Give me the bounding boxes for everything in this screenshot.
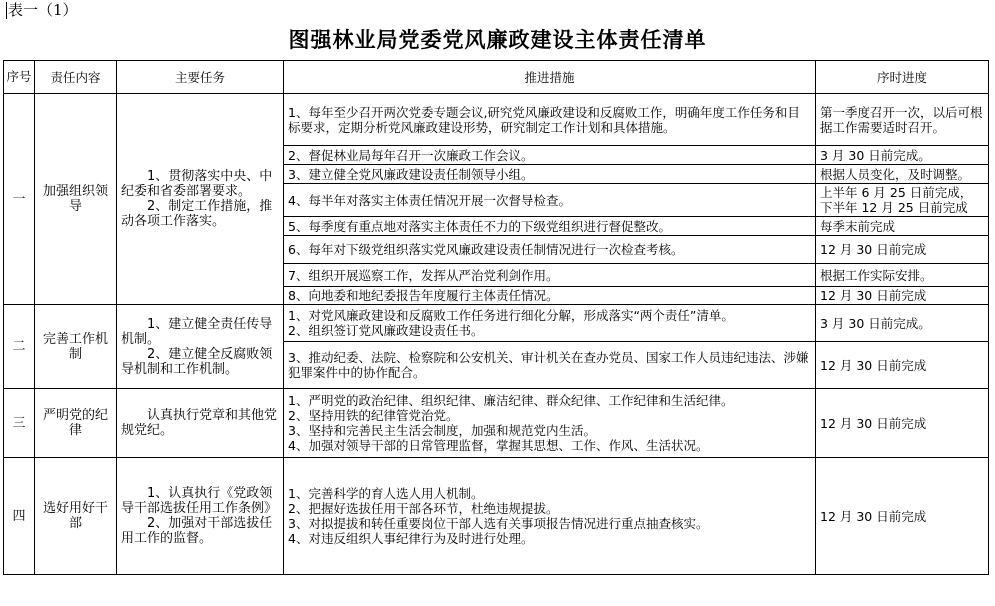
schedule-cell (816, 458, 989, 575)
measure-cell (284, 94, 816, 146)
task-item: 2、制定工作措施，推动各项工作落实。 (121, 199, 273, 229)
measure-item: 6、每年对下级党组织落实党风廉政建设责任制情况进行一次检查考核。 (288, 242, 684, 257)
responsibility-content: 严明党的纪律 (35, 389, 117, 458)
section-number: 二 (4, 305, 35, 389)
schedule-cell (816, 236, 989, 264)
schedule-cell (816, 165, 989, 184)
measure-cell (284, 305, 816, 342)
header-measures: 推进措施 (284, 61, 816, 94)
measure-item: 4、每半年对落实主体责任情况开展一次督导检查。 (288, 192, 571, 208)
schedule-item: 根据人员变化，及时调整。 (820, 166, 971, 182)
task-item: 认真执行党章和其他党规党纪。 (121, 408, 278, 438)
section-number: 四 (4, 458, 35, 575)
schedule-item: 第一季度召开一次，以后可根据工作需要适时召开。 (820, 104, 983, 135)
responsibility-table (3, 60, 989, 575)
measure-cell (284, 389, 816, 458)
schedule-cell (816, 287, 989, 305)
responsibility-content: 加强组织领导 (35, 94, 117, 305)
table-row (4, 389, 989, 458)
header-tasks: 主要任务 (117, 61, 284, 94)
header-seq: 序号 (4, 61, 35, 94)
schedule-cell (816, 342, 989, 389)
measure-item: 1、对党风廉政建设和反腐败工作任务进行细化分解，形成落实“两个责任”清单。 (288, 308, 734, 323)
schedule-item: 每季末前完成 (820, 218, 896, 234)
task-item: 2、加强对干部选拔任用工作的监督。 (121, 516, 273, 546)
measure-item: 5、每季度有重点地对落实主体责任不力的下级党组织进行督促整改。 (288, 218, 671, 234)
header-schedule: 序时进度 (816, 61, 989, 94)
measure-item: 2、组织签订党风廉政建设责任书。 (288, 323, 484, 338)
task-item: 1、贯彻落实中央、中纪委和省委部署要求。 (121, 169, 273, 199)
schedule-item: 下半年 12 月 25 日前完成 (820, 200, 968, 215)
schedule-item: 上半年 6 月 25 日前完成， (820, 185, 973, 200)
measure-cell (284, 287, 816, 305)
measure-item: 3、建立健全党风廉政建设责任制领导小组。 (288, 166, 534, 182)
task-item: 2、建立健全反腐败领导机制和工作机制。 (121, 346, 273, 377)
schedule-cell (816, 94, 989, 146)
main-tasks (117, 305, 284, 389)
schedule-item: 12 月 30 日前完成 (820, 508, 927, 524)
schedule-cell (816, 146, 989, 165)
measure-item: 2、坚持用铁的纪律管党治党。 (288, 408, 459, 423)
measure-item: 3、推动纪委、法院、检察院和公安机关、审计机关在查办党员、国家工作人员违纪违法、涉嫌犯罪案件中的协作配合。 (288, 350, 809, 380)
schedule-cell (816, 217, 989, 236)
measure-cell (284, 146, 816, 165)
page-title: 图强林业局党委党风廉政建设主体责任清单 (288, 27, 707, 52)
header-content: 责任内容 (35, 61, 117, 94)
schedule-item: 12 月 30 日前完成 (820, 415, 927, 431)
header-row (4, 61, 989, 94)
measure-cell (284, 236, 816, 264)
section-number: 一 (4, 94, 35, 305)
schedule-item: 12 月 30 日前完成 (820, 242, 927, 257)
text-cursor (6, 2, 7, 19)
measure-item: 3、对拟提拔和转任重要岗位干部人选有关事项报告情况进行重点抽查核实。 (288, 516, 709, 531)
measure-item: 1、完善科学的育人选人用人机制。 (288, 486, 484, 501)
main-tasks (117, 94, 284, 305)
schedule-item: 12 月 30 日前完成 (820, 357, 927, 373)
measure-item: 1、每年至少召开两次党委专题会议,研究党风廉政建设和反腐败工作，明确年度工作任务和目标要求，定期分析党风廉政建设形势，研究制定工作计划和具体措施。 (288, 104, 800, 135)
table-row (4, 305, 989, 342)
measure-item: 4、加强对领导干部的日常管理监督，掌握其思想、工作、作风、生活状况。 (288, 438, 709, 453)
section-number: 三 (4, 389, 35, 458)
task-item: 1、认真执行《党政领导干部选拔任用工作条例》 (121, 486, 278, 516)
table-label: 表一（1） (8, 1, 78, 19)
schedule-item: 3 月 30 日前完成。 (820, 147, 931, 163)
responsibility-content: 完善工作机制 (35, 305, 117, 389)
schedule-cell (816, 305, 989, 342)
measure-cell (284, 264, 816, 287)
measure-item: 8、向地委和地纪委报告年度履行主体责任情况。 (288, 288, 559, 303)
schedule-item: 12 月 30 日前完成 (820, 288, 927, 303)
table-row (4, 458, 989, 575)
main-tasks (117, 458, 284, 575)
measure-item: 2、督促林业局每年召开一次廉政工作会议。 (288, 147, 534, 163)
measure-cell (284, 342, 816, 389)
measure-item: 2、把握好选拔任用干部各环节，杜绝违规提拔。 (288, 501, 559, 516)
schedule-cell (816, 389, 989, 458)
main-tasks (117, 389, 284, 458)
measure-cell (284, 165, 816, 184)
schedule-cell (816, 184, 989, 217)
measure-item: 3、坚持和完善民主生活会制度，加强和规范党内生活。 (288, 423, 596, 438)
measure-cell (284, 458, 816, 575)
task-item: 1、建立健全责任传导机制。 (121, 316, 273, 347)
schedule-item: 3 月 30 日前完成。 (820, 315, 931, 331)
measure-item: 7、组织开展巡察工作，发挥从严治党利剑作用。 (288, 267, 559, 283)
measure-item: 1、严明党的政治纪律、组织纪律、廉洁纪律、群众纪律、工作纪律和生活纪律。 (288, 393, 734, 408)
measure-item: 4、对违反组织人事纪律行为及时进行处理。 (288, 531, 534, 546)
schedule-item: 根据工作实际安排。 (820, 267, 933, 283)
schedule-cell (816, 264, 989, 287)
responsibility-content: 选好用好干部 (35, 458, 117, 575)
measure-cell (284, 217, 816, 236)
table-row (4, 94, 989, 146)
measure-cell (284, 184, 816, 217)
